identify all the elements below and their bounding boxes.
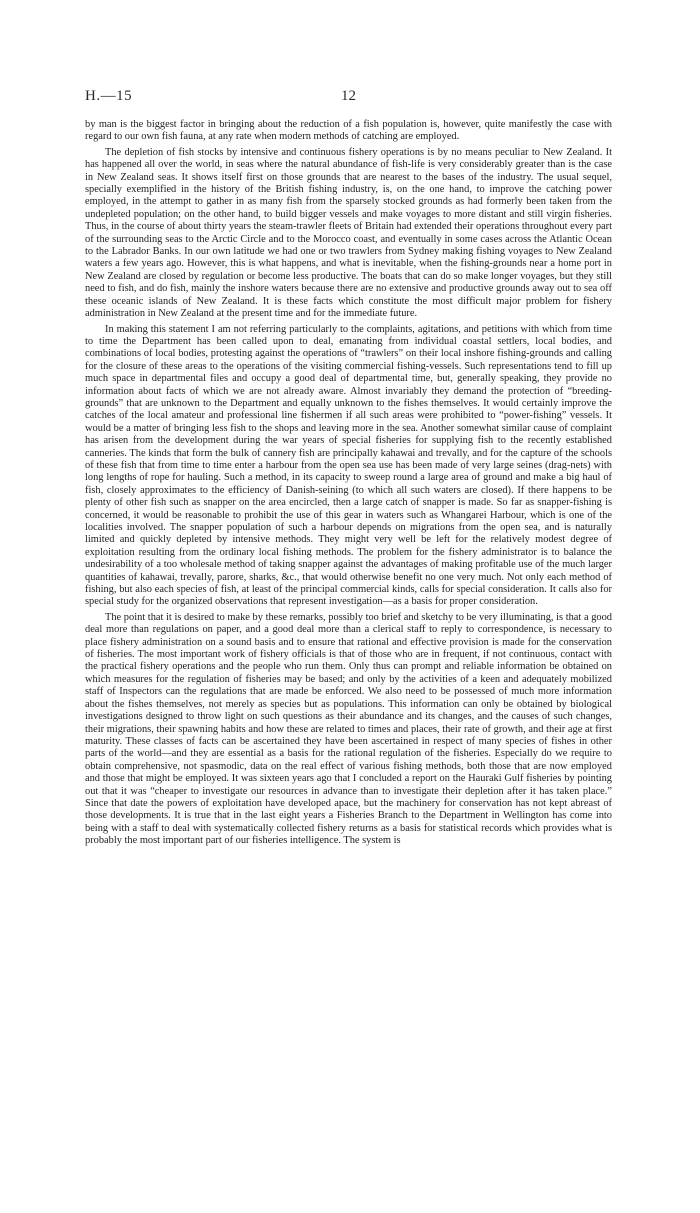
paragraph-continued: by man is the biggest factor in bringing about the reduction of a fish population is, however, quite manifestly the case with regard to our own fish fauna, at any rate when modern methods of catching are employed.	[85, 119, 612, 143]
paragraph-administration: The point that it is desired to make by these remarks, possibly too brief and sketchy to be very illuminating, is that a good deal more than regulations on paper, and a good deal more than a clerical staff to reply to correspondence, is necessary to place fishery administration on a sound basis and to ensure that rational and effective provision is made for the conservation of fisheries. The most important work of fishery officials is that of those who are in frequent, if not continuous, contact with the practical fishery operations and the people who run them. Only thus can prompt and reliable information be obtained on which measures for the regulation of fisheries may be based; and only by the activities of a keen and adequately mobilized staff of Inspectors can the regulations that are made be enforced. We also need to be possessed of much more information about the fishes themselves, not merely as species but as populations. This information can only be obtained by biological investigations designed to throw light on such questions as their abundance and its changes, and the causes of such changes, their migrations, their spawning habits and how these are related to times and places, their rate of growth, and their age at first maturity. These classes of facts can be ascertained they have been ascertained in respect of many species of fishes in other parts of the world—and they are essential as a basis for the rational regulation of the fisheries. Especially do we require to obtain comprehensive, not spasmodic, data on the real effect of various fishing methods, both those that are now employed and those that might be employed. It was sixteen years ago that I concluded a report on the Hauraki Gulf fisheries by pointing out that it was “cheaper to investigate our resources in advance than to investigate their depletion after it has taken place.” Since that date the powers of exploitation have developed apace, but the machinery for conservation has not kept abreast of those developments. It is true that in the last eight years a Fisheries Branch to the Department in Wellington has come into being with a staff to deal with systematically collected fishery returns as a basis for statistical records which provides what is probably the most important part of our fisheries intelligence. The system is	[85, 611, 612, 847]
body-text	[85, 119, 612, 848]
paragraph-depletion: The depletion of fish stocks by intensive and continuous fishery operations is by no means peculiar to New Zealand. It has happened all over the world, in seas where the natural abundance of fish-life is very considerably greater than is the case in New Zealand seas. It shows itself first on those grounds that are nearest to the bases of the industry. The usual sequel, specially exemplified in the history of the British fishing industry, is, on the one hand, to improve the catching power employed, in the attempt to gather in as many fish from the sparsely stocked grounds as had formerly been taken from the undepleted population; on the other hand, to build bigger vessels and make voyages to more distant and still virgin fisheries. Thus, in the course of about thirty years the steam-trawler fleets of Britain had extended their operations throughout every part of the surrounding seas to the Arctic Circle and to the Morocco coast, and eventually in some cases across the Atlantic Ocean to the Labrador Banks. In our own latitude we had one or two trawlers from Sydney making fishing voyages to New Zealand waters a few years ago. However, this is what happens, and what is inevitable, when the fishing-grounds near a home port in New Zealand are closed by regulation or become less productive. The boats that can do so make longer voyages, but they still need to fish, and do fish, mainly the inshore waters because there are no extensive and productive grounds away out to sea off these oceanic islands of New Zealand. It is these facts which constitute the most difficult major problem for fishery administration in New Zealand at the present time and for the immediate future.	[85, 146, 612, 320]
document-page	[85, 88, 612, 851]
page-number: 12	[341, 88, 356, 104]
paragraph-complaints: In making this statement I am not referring particularly to the complaints, agitations, and petitions with which from time to time the Department has been called upon to deal, emanating from individual coastal settlers, local bodies, and combinations of local bodies, protesting against the operations of “trawlers” on their local inshore fishing-grounds and calling for the closure of these areas to the operations of the visiting commercial fishing-vessels. Such representations tend to fill up much space in departmental files and occupy a good deal of departmental time, but, generally speaking, they provide no information about facts of which we are not already aware. Almost invariably they demand the protection of “breeding-grounds” that are unknown to the Department and equally unknown to the fishes themselves. It would certainly improve the catches of the local amateur and professional line fishermen if all such areas were prohibited to “power-fishing” vessels. It would be a matter of bringing less fish to the shops and leaving more in the sea. Another somewhat similar cause of complaint has arisen from the development during the war years of special fisheries for supplying fish to the recently established canneries. The kinds that form the bulk of cannery fish are principally kahawai and trevally, and for the capture of the schools of these fish that from time to time enter a harbour from the open sea use has been made of very large seines (drag-nets) with long lengths of rope for hauling. Such a method, in its capacity to sweep round a large area of ground and make a big haul of fish, closely approximates to the efficiency of Danish-seining (to which all such waters are closed). If there happens to be plenty of other fish such as snapper on the area encircled, then a large catch of snapper is made. So far as snapper-fishing is concerned, it would be reasonable to prohibit the use of this gear in waters such as Whangarei Harbour, which is one of the localities involved. The snapper population of such a harbour depends on migrations from the open sea, and is naturally limited and quickly depleted by intensive methods. They might very well be left for the relatively modest degree of exploitation resulting from the ordinary local fishing methods. The problem for the fishery administrator is to balance the undesirability of a too wholesale method of taking snapper against the advantages of making profitable use of the much larger quantities of kahawai, trevally, parore, sharks, &c., that would otherwise benefit no one very much. Not only each method of fishing, but also each species of fish, at least of the principal commercial kinds, calls for special consideration. It calls also for special study for the organized observations that represent investigation—as a basis for proper consideration.	[85, 323, 612, 608]
running-header	[85, 88, 612, 110]
document-reference: H.—15	[85, 88, 133, 104]
